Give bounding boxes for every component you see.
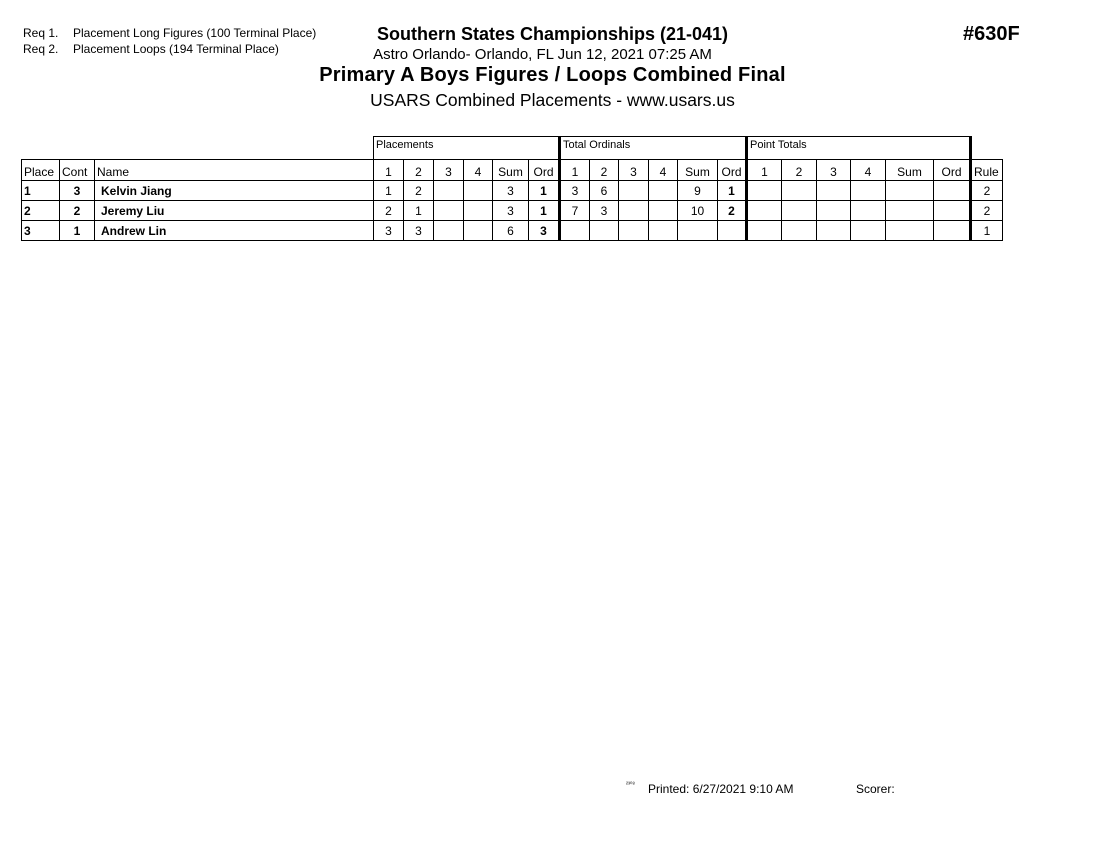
cell-ordinal-sum: 9 (678, 181, 718, 201)
cell-ordinal-sum: 10 (678, 201, 718, 221)
col-placement-4: 4 (464, 160, 493, 181)
event-title: Southern States Championships (21-041) (376, 24, 729, 44)
cell-ordinal-2 (590, 221, 619, 241)
cell-placement-1: 1 (374, 181, 404, 201)
cell-rule: 1 (971, 221, 1003, 241)
col-placement-1: 1 (374, 160, 404, 181)
cell-placement-1: 2 (374, 201, 404, 221)
cell-rule: 2 (971, 181, 1003, 201)
col-ordinal-4: 4 (649, 160, 678, 181)
event-subtitle: Astro Orlando- Orlando, FL Jun 12, 2021 07:25 AM (373, 46, 712, 63)
cell-ordinal-2: 6 (590, 181, 619, 201)
cell-ordinal-4 (649, 201, 678, 221)
scorer-label: Scorer: (856, 782, 895, 796)
cell-ordinal-ord (718, 221, 747, 241)
cell-placement-3 (434, 181, 464, 201)
cell-placement-4 (464, 221, 493, 241)
cell-points-sum (886, 221, 934, 241)
col-ordinal-3: 3 (619, 160, 649, 181)
cell-cont: 3 (60, 181, 95, 201)
col-cont: Cont (60, 160, 95, 181)
table-row (22, 201, 1003, 221)
cell-points-ord (934, 181, 971, 201)
cell-points-1 (747, 221, 782, 241)
cell-points-sum (886, 201, 934, 221)
page-subtitle: USARS Combined Placements - www.usars.us (370, 90, 735, 110)
cell-placement-sum: 3 (493, 201, 529, 221)
cell-points-3 (817, 221, 851, 241)
col-points-2: 2 (782, 160, 817, 181)
cell-placement-sum: 6 (493, 221, 529, 241)
requirement-number: Req 1. (23, 26, 59, 40)
cell-place: 2 (22, 201, 60, 221)
cell-points-4 (851, 181, 886, 201)
cell-points-ord (934, 221, 971, 241)
cell-points-1 (747, 201, 782, 221)
footer-mark: ²³⁰⁸ (626, 782, 635, 788)
cell-name: Kelvin Jiang (95, 181, 374, 201)
cell-ordinal-ord: 1 (718, 181, 747, 201)
cell-points-2 (782, 221, 817, 241)
group-point-totals: Point Totals (747, 137, 971, 160)
cell-ordinal-sum (678, 221, 718, 241)
cell-ordinal-3 (619, 221, 649, 241)
cell-points-2 (782, 201, 817, 221)
col-ordinal-1: 1 (560, 160, 590, 181)
column-group-row (22, 137, 1003, 160)
col-points-sum: Sum (886, 160, 934, 181)
col-name: Name (95, 160, 374, 181)
cell-points-ord (934, 201, 971, 221)
cell-points-1 (747, 181, 782, 201)
cell-points-4 (851, 201, 886, 221)
table-row (22, 221, 1003, 241)
cell-place: 3 (22, 221, 60, 241)
cell-rule: 2 (971, 201, 1003, 221)
col-ordinal-2: 2 (590, 160, 619, 181)
col-rule: Rule (971, 160, 1003, 181)
col-placement-2: 2 (404, 160, 434, 181)
col-points-1: 1 (747, 160, 782, 181)
group-placements: Placements (374, 137, 560, 160)
cell-points-3 (817, 201, 851, 221)
group-total-ordinals: Total Ordinals (560, 137, 747, 160)
cell-ordinal-1: 7 (560, 201, 590, 221)
cell-ordinal-2: 3 (590, 201, 619, 221)
cell-name: Andrew Lin (95, 221, 374, 241)
cell-placement-ord: 1 (529, 201, 560, 221)
requirement-text: Placement Loops (194 Terminal Place) (73, 42, 279, 56)
printed-timestamp: Printed: 6/27/2021 9:10 AM (648, 782, 794, 796)
col-placement-ord: Ord (529, 160, 560, 181)
col-placement-3: 3 (434, 160, 464, 181)
cell-cont: 1 (60, 221, 95, 241)
cell-placement-2: 2 (404, 181, 434, 201)
cell-placement-4 (464, 181, 493, 201)
col-points-4: 4 (851, 160, 886, 181)
cell-placement-1: 3 (374, 221, 404, 241)
requirement-text: Placement Long Figures (100 Terminal Place) (73, 26, 317, 40)
cell-ordinal-ord: 2 (718, 201, 747, 221)
cell-ordinal-4 (649, 221, 678, 241)
cell-placement-4 (464, 201, 493, 221)
cell-points-sum (886, 181, 934, 201)
cell-ordinal-1 (560, 221, 590, 241)
cell-placement-ord: 1 (529, 181, 560, 201)
col-points-3: 3 (817, 160, 851, 181)
cell-points-2 (782, 181, 817, 201)
cell-name: Jeremy Liu (95, 201, 374, 221)
col-ordinal-sum: Sum (678, 160, 718, 181)
results-table (21, 136, 1003, 241)
cell-points-4 (851, 221, 886, 241)
cell-points-3 (817, 181, 851, 201)
cell-placement-2: 3 (404, 221, 434, 241)
cell-place: 1 (22, 181, 60, 201)
header-row (22, 160, 1003, 181)
cell-ordinal-1: 3 (560, 181, 590, 201)
col-points-ord: Ord (934, 160, 971, 181)
cell-placement-2: 1 (404, 201, 434, 221)
cell-ordinal-4 (649, 181, 678, 201)
cell-ordinal-3 (619, 181, 649, 201)
requirement-number: Req 2. (23, 42, 59, 56)
event-number: #630F (963, 23, 1020, 45)
cell-placement-ord: 3 (529, 221, 560, 241)
cell-placement-sum: 3 (493, 181, 529, 201)
cell-ordinal-3 (619, 201, 649, 221)
cell-placement-3 (434, 221, 464, 241)
cell-placement-3 (434, 201, 464, 221)
col-ordinal-ord: Ord (718, 160, 747, 181)
table-row (22, 181, 1003, 201)
col-place: Place (22, 160, 60, 181)
page-title: Primary A Boys Figures / Loops Combined Final (319, 64, 786, 86)
col-placement-sum: Sum (493, 160, 529, 181)
cell-cont: 2 (60, 201, 95, 221)
